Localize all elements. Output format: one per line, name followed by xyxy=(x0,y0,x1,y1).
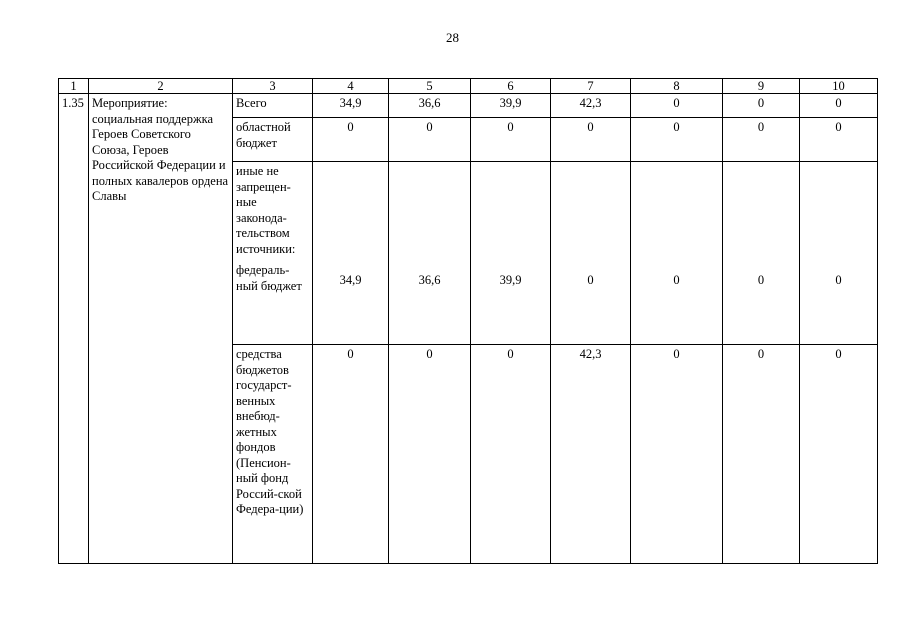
source-label-federal: федераль-ный бюджет xyxy=(236,263,302,293)
value-cell: 42,3 xyxy=(551,94,631,118)
value-cell: 0 xyxy=(723,345,800,564)
value-cell: 0 xyxy=(471,345,551,564)
page-number: 28 xyxy=(446,30,459,45)
value-text: 0 xyxy=(673,273,680,287)
value-cell: 0 xyxy=(723,94,800,118)
value-text: 0 xyxy=(757,273,765,287)
value-cell: 0 xyxy=(800,118,878,162)
header-cell: 1 xyxy=(59,79,89,94)
value-cell: 0 xyxy=(631,345,723,564)
header-row xyxy=(59,79,878,94)
value-cell: 34,9 xyxy=(313,94,389,118)
header-cell: 6 xyxy=(471,79,551,94)
header-cell: 5 xyxy=(389,79,471,94)
header-cell: 10 xyxy=(800,79,878,94)
value-cell xyxy=(551,162,631,345)
activity-name: Мероприятие: социальная поддержка Героев Советского Союза, Героев Российской Федерации и полных кавалеров ордена Славы xyxy=(89,94,233,564)
value-cell xyxy=(389,162,471,345)
header-cell: 3 xyxy=(233,79,313,94)
value-text: 36,6 xyxy=(418,273,441,287)
value-cell: 0 xyxy=(313,345,389,564)
value-cell: 36,6 xyxy=(389,94,471,118)
value-cell xyxy=(313,162,389,345)
row-number: 1.35 xyxy=(59,94,89,564)
value-cell: 0 xyxy=(313,118,389,162)
value-cell: 0 xyxy=(800,345,878,564)
value-text: 34,9 xyxy=(339,273,362,287)
value-cell: 0 xyxy=(631,94,723,118)
value-text: 39,9 xyxy=(499,273,522,287)
value-cell: 0 xyxy=(389,345,471,564)
source-label-intro: иные не запрещен-ные законода-тельством источники: xyxy=(236,164,296,256)
source-label: областной бюджет xyxy=(233,118,313,162)
source-label: Всего xyxy=(233,94,313,118)
funding-table xyxy=(58,78,878,564)
value-cell: 0 xyxy=(800,94,878,118)
value-cell: 0 xyxy=(631,118,723,162)
value-text: 0 xyxy=(587,273,594,287)
value-cell xyxy=(471,162,551,345)
value-cell xyxy=(800,162,878,345)
value-cell: 0 xyxy=(723,118,800,162)
table-row xyxy=(59,94,878,118)
value-cell: 42,3 xyxy=(551,345,631,564)
value-cell xyxy=(631,162,723,345)
source-label xyxy=(233,162,313,345)
value-cell: 0 xyxy=(389,118,471,162)
header-cell: 7 xyxy=(551,79,631,94)
header-cell: 8 xyxy=(631,79,723,94)
value-cell: 39,9 xyxy=(471,94,551,118)
header-cell: 4 xyxy=(313,79,389,94)
header-cell: 2 xyxy=(89,79,233,94)
header-cell: 9 xyxy=(723,79,800,94)
value-cell: 0 xyxy=(551,118,631,162)
source-label: средства бюджетов государст-венных внебюд-жетных фондов (Пенсион-ный фонд Россий-ской Федера-ции) xyxy=(233,345,313,564)
value-text: 0 xyxy=(835,273,842,287)
value-cell xyxy=(723,162,800,345)
value-cell: 0 xyxy=(471,118,551,162)
